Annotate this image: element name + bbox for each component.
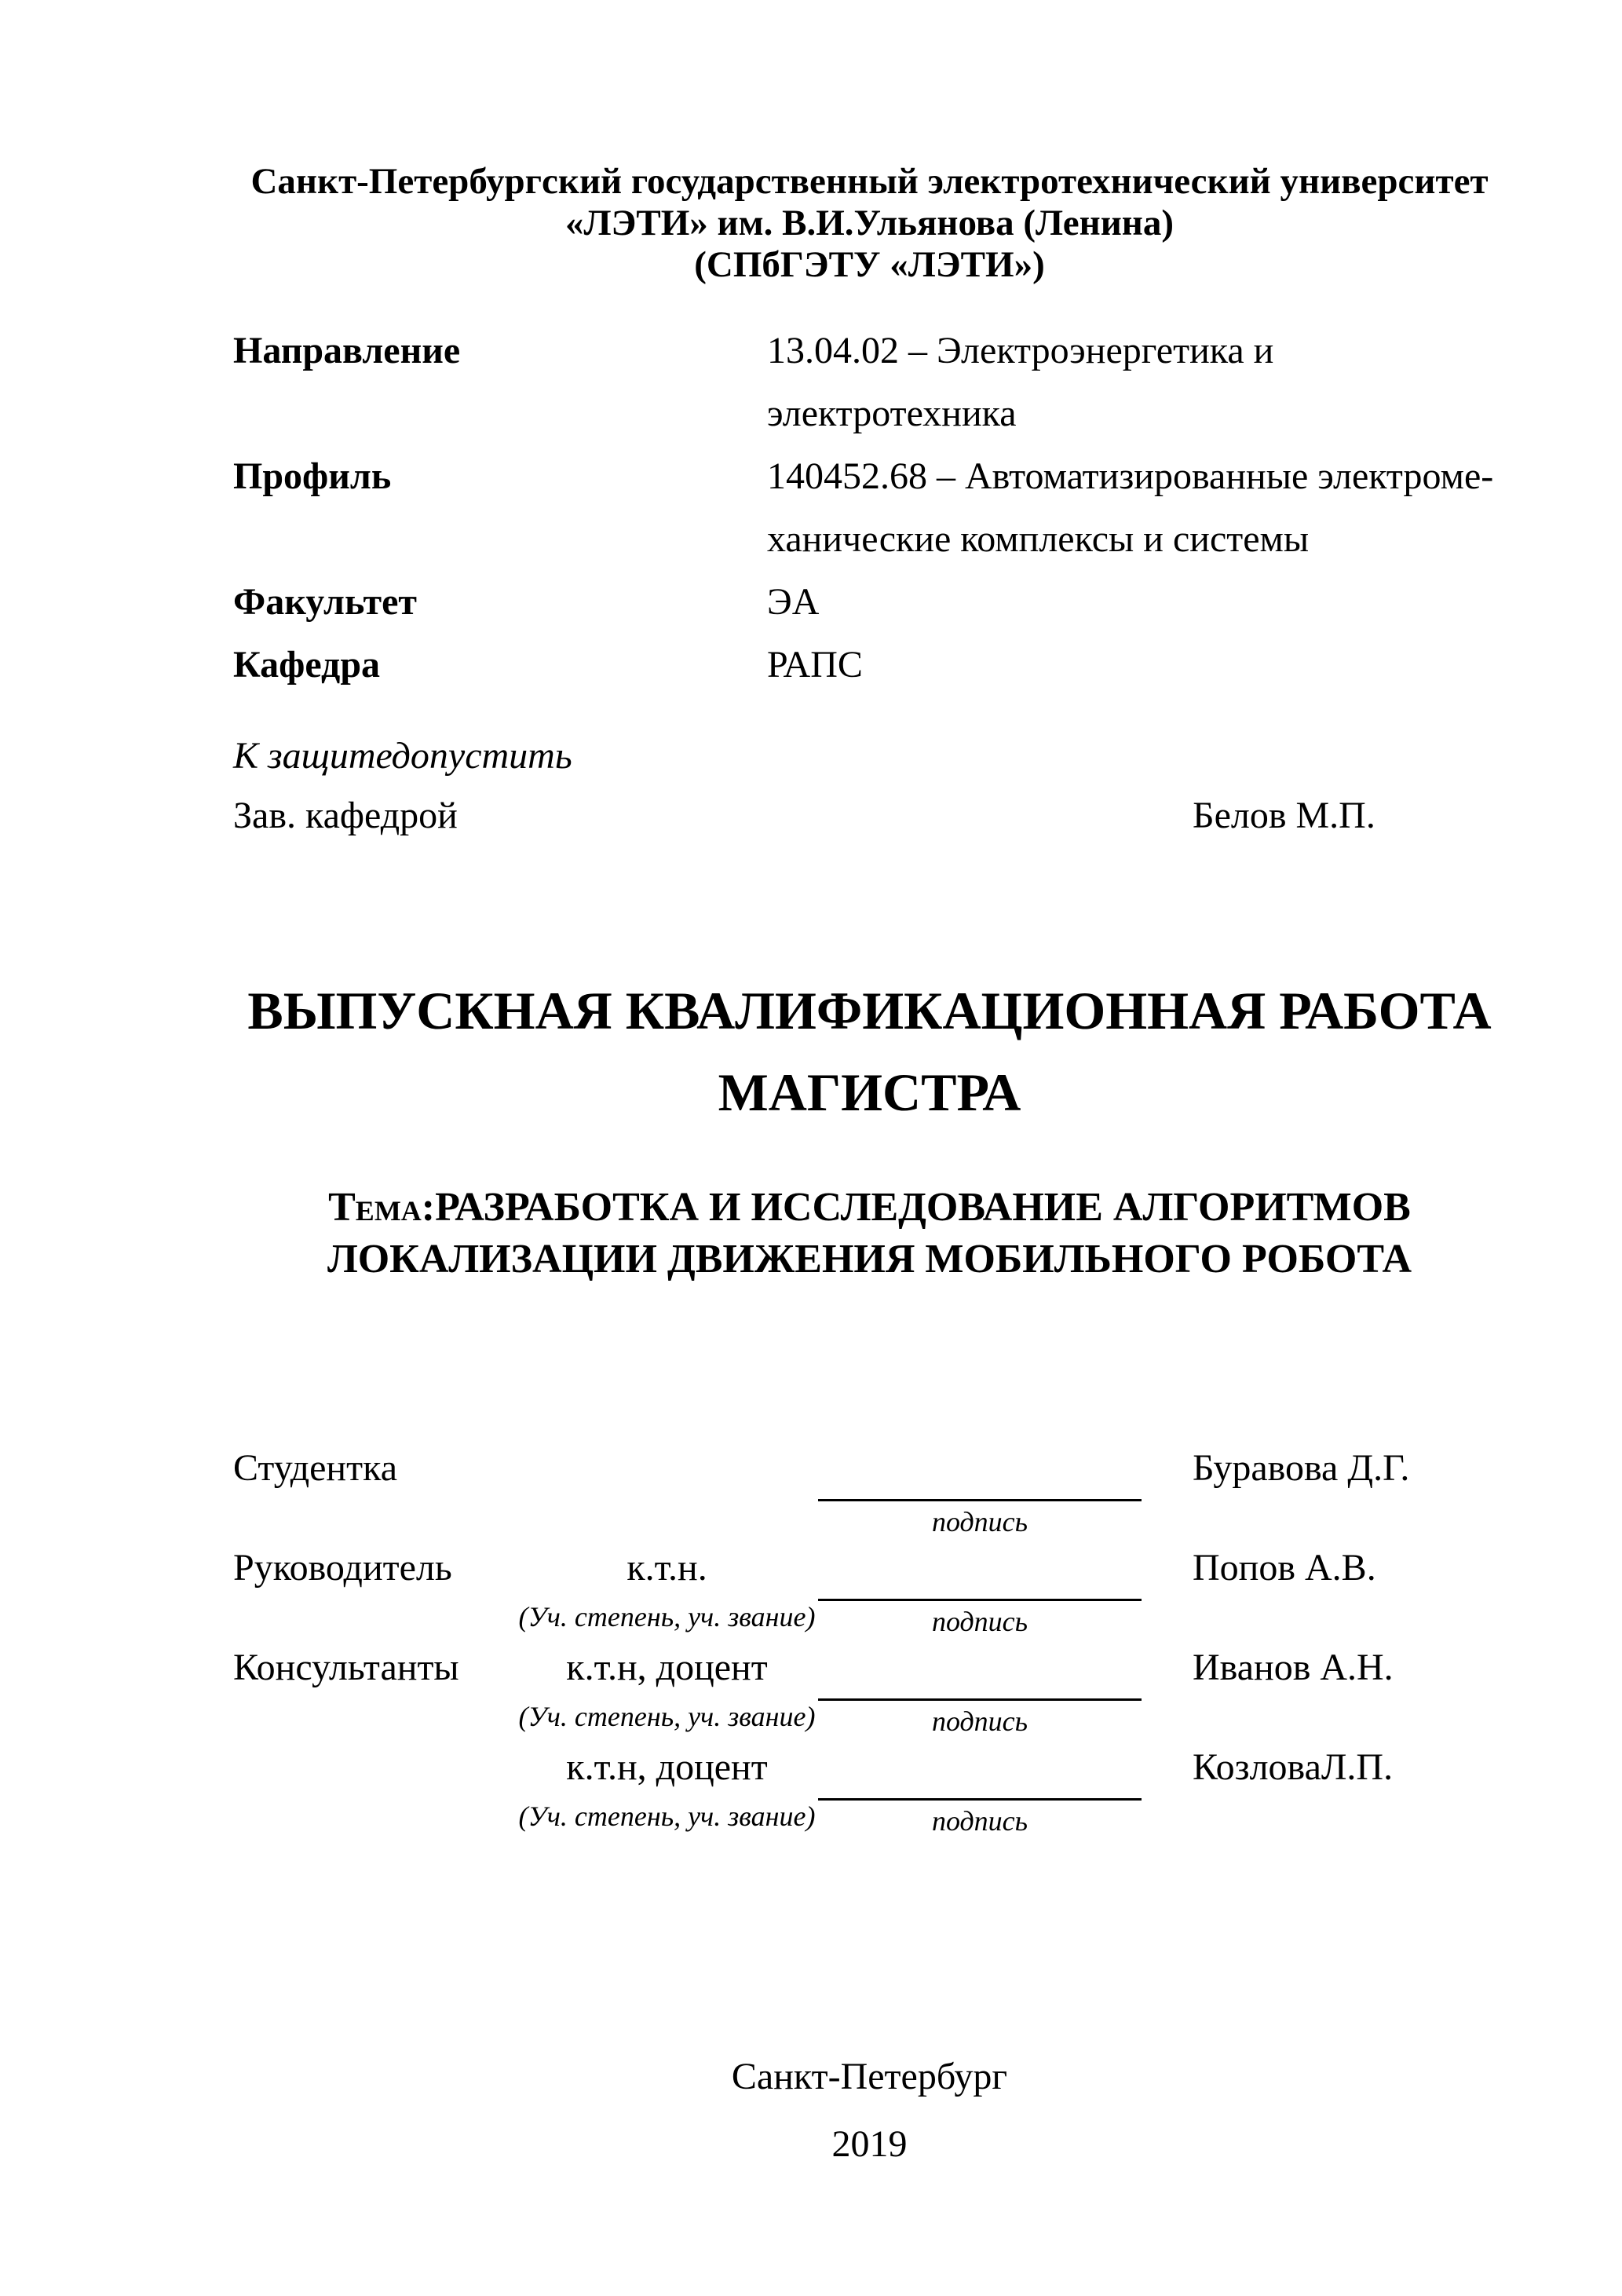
supervisor-role-label: Руководитель bbox=[233, 1547, 452, 1589]
student-degree-cell bbox=[516, 1446, 818, 1490]
direction-value: 13.04.02 – Электроэнергетика и электротехника bbox=[767, 330, 1274, 434]
faculty-value: ЭА bbox=[767, 581, 820, 623]
signature-line bbox=[818, 1546, 1142, 1601]
field-row-department bbox=[233, 634, 1506, 696]
supervisor-name: Попов А.В. bbox=[1193, 1547, 1376, 1589]
footer-year: 2019 bbox=[831, 2123, 908, 2165]
field-row-profile bbox=[233, 445, 1506, 571]
thesis-theme-line1 bbox=[233, 1182, 1506, 1234]
student-name: Буравова Д.Г. bbox=[1193, 1447, 1410, 1489]
department-head-label: Зав. кафедрой bbox=[233, 795, 458, 836]
signature-line bbox=[818, 1446, 1142, 1501]
signature-caption: подпись bbox=[931, 1706, 1028, 1737]
signature-row-supervisor bbox=[233, 1546, 1506, 1637]
field-row-direction bbox=[233, 320, 1506, 445]
document-footer bbox=[233, 2055, 1506, 2166]
admission-block bbox=[233, 726, 1506, 846]
supervisor-degree-cell bbox=[516, 1546, 818, 1632]
faculty-label: Факультет bbox=[233, 581, 417, 623]
department-label: Кафедра bbox=[233, 644, 381, 686]
department-head-name: Белов М.П. bbox=[1193, 795, 1375, 836]
signature-row-consultant-1 bbox=[233, 1646, 1506, 1737]
university-header bbox=[233, 161, 1506, 286]
document-title-line1: ВЫПУСКНАЯ КВАЛИФИКАЦИОННАЯ РАБОТА bbox=[247, 981, 1492, 1040]
footer-city: Санкт-Петербург bbox=[731, 2056, 1008, 2097]
student-signature-cell bbox=[818, 1446, 1142, 1537]
signature-row-student bbox=[233, 1446, 1506, 1537]
signature-caption: подпись bbox=[931, 1606, 1028, 1637]
signature-caption: подпись bbox=[931, 1805, 1028, 1837]
signature-line bbox=[818, 1646, 1142, 1701]
theme-text-line1: РАЗРАБОТКА И ИССЛЕДОВАНИЕ АЛГОРИТМОВ bbox=[435, 1185, 1411, 1230]
student-degree bbox=[516, 1446, 818, 1490]
department-value: РАПС bbox=[767, 644, 863, 686]
consultant1-name: Иванов А.Н. bbox=[1193, 1647, 1394, 1688]
profile-value-line2: ханические комплексы и системы bbox=[767, 518, 1310, 560]
signature-row-consultant-2 bbox=[233, 1746, 1506, 1837]
profile-value-line1: 140452.68 – Автоматизированные электроме- bbox=[767, 455, 1494, 497]
consultant1-signature-cell bbox=[818, 1646, 1142, 1737]
admission-row bbox=[233, 786, 1506, 846]
degree-caption: (Уч. степень, уч. звание) bbox=[518, 1601, 816, 1632]
consultants-role-label: Консультанты bbox=[233, 1647, 459, 1688]
university-abbreviation: (СПбГЭТУ «ЛЭТИ») bbox=[694, 244, 1045, 285]
admission-permit-text: К защитедопустить bbox=[233, 735, 572, 777]
degree-caption: (Уч. степень, уч. звание) bbox=[518, 1701, 816, 1732]
thesis-theme bbox=[233, 1182, 1506, 1285]
signature-block bbox=[233, 1446, 1506, 1837]
consultant2-name: КозловаЛ.П. bbox=[1193, 1746, 1394, 1788]
direction-label: Направление bbox=[233, 330, 461, 371]
profile-value bbox=[767, 445, 1506, 571]
thesis-theme-line2: ЛОКАЛИЗАЦИИ ДВИЖЕНИЯ МОБИЛЬНОГО РОБОТА bbox=[327, 1237, 1412, 1281]
document-title bbox=[233, 970, 1506, 1133]
theme-prefix: Тема: bbox=[328, 1185, 436, 1230]
consultant2-degree-cell bbox=[516, 1746, 818, 1832]
profile-label: Профиль bbox=[233, 455, 392, 497]
university-name-line1: Санкт-Петербургский государственный электротехнический университет bbox=[250, 161, 1489, 202]
signature-caption: подпись bbox=[931, 1506, 1028, 1537]
field-row-faculty bbox=[233, 571, 1506, 634]
consultant1-degree: к.т.н, доцент bbox=[566, 1647, 768, 1688]
document-title-line2: МАГИСТРА bbox=[718, 1062, 1021, 1122]
consultant1-degree-cell bbox=[516, 1646, 818, 1732]
supervisor-degree: к.т.н. bbox=[627, 1547, 707, 1589]
program-fields bbox=[233, 320, 1506, 696]
supervisor-signature-cell bbox=[818, 1546, 1142, 1637]
consultant2-signature-cell bbox=[818, 1746, 1142, 1837]
signature-line bbox=[818, 1746, 1142, 1801]
university-name-line2: «ЛЭТИ» им. В.И.Ульянова (Ленина) bbox=[564, 203, 1174, 243]
degree-caption: (Уч. степень, уч. звание) bbox=[518, 1801, 816, 1832]
consultant2-degree: к.т.н, доцент bbox=[566, 1746, 768, 1788]
student-role-label: Студентка bbox=[233, 1447, 397, 1489]
